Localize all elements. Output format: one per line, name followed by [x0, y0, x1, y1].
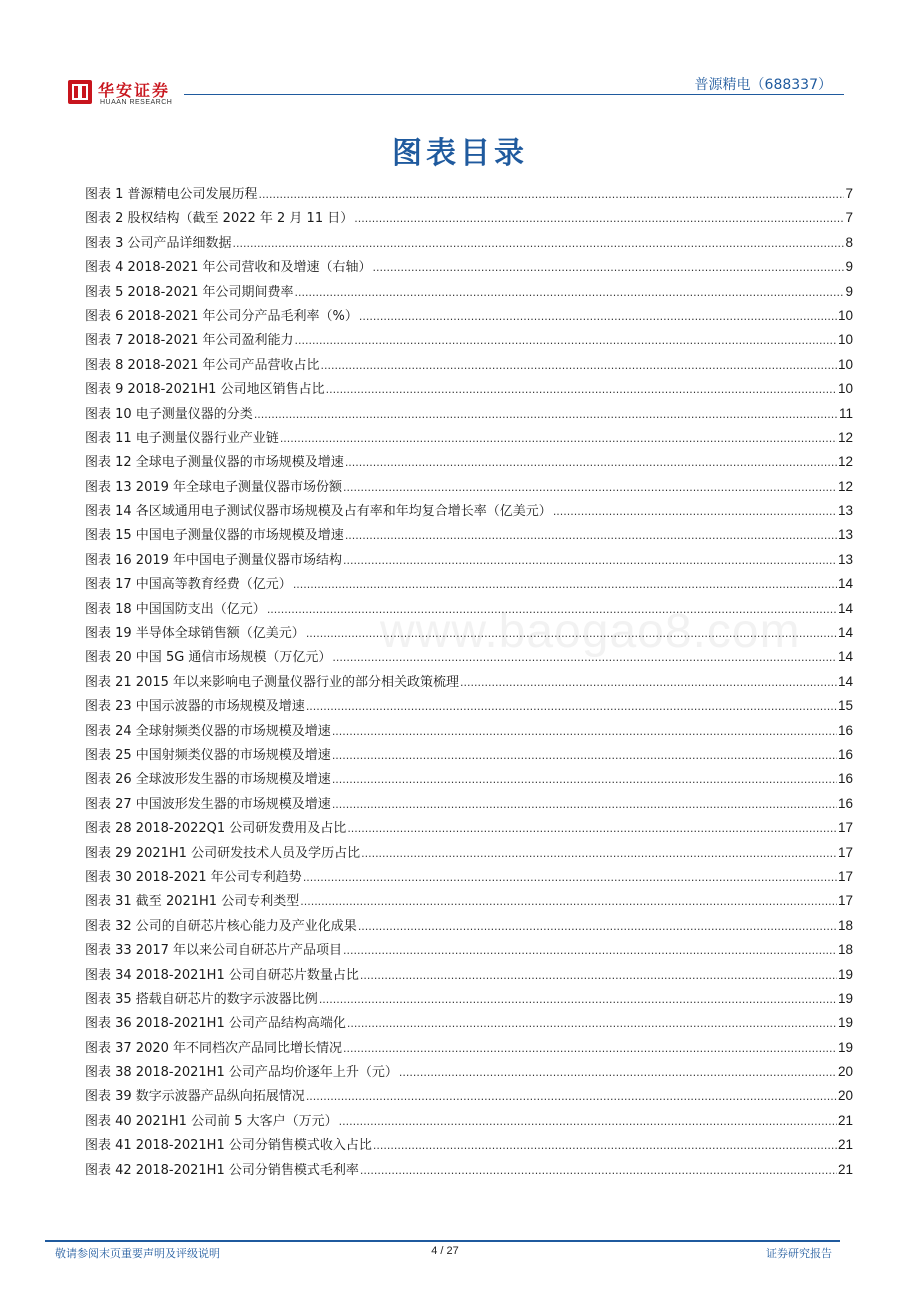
- toc-entry[interactable]: [85, 793, 853, 817]
- toc-entry-page: 9: [845, 283, 853, 299]
- toc-leader-dots: [332, 651, 837, 664]
- page-title: 图表目录: [392, 136, 528, 171]
- toc-entry-page: 16: [837, 746, 853, 762]
- toc-entry-label: 图表 6 2018-2021 年公司分产品毛利率（%）: [85, 308, 358, 324]
- toc-leader-dots: [332, 725, 837, 738]
- toc-leader-dots: [280, 432, 837, 445]
- toc-entry[interactable]: [85, 720, 853, 744]
- toc-entry-page: 14: [837, 649, 853, 665]
- toc-entry[interactable]: [85, 1134, 853, 1158]
- toc-entry-label: 图表 17 中国高等教育经费（亿元）: [85, 577, 292, 593]
- toc-entry[interactable]: [85, 695, 853, 719]
- toc-leader-dots: [359, 310, 837, 323]
- toc-entry[interactable]: [85, 183, 853, 207]
- toc-entry[interactable]: [85, 524, 853, 548]
- footer-report-type: 证券研究报告: [766, 1247, 832, 1260]
- toc-entry[interactable]: [85, 305, 853, 329]
- toc-entry-label: 图表 40 2021H1 公司前 5 大客户（万元）: [85, 1113, 338, 1129]
- toc-entry-label: 图表 19 半导体全球销售额（亿美元）: [85, 626, 305, 642]
- toc-leader-dots: [343, 1042, 837, 1055]
- toc-entry-page: 12: [837, 478, 853, 494]
- logo-subtext: HUAAN RESEARCH: [100, 99, 173, 106]
- toc-entry-label: 图表 1 普源精电公司发展历程: [85, 187, 258, 202]
- toc-entry[interactable]: [85, 427, 853, 451]
- toc-leader-dots: [343, 554, 837, 567]
- toc-entry-page: 17: [837, 844, 853, 860]
- toc-leader-dots: [319, 993, 837, 1006]
- toc-entry-page: 21: [837, 1137, 853, 1153]
- toc-entry[interactable]: [85, 646, 853, 670]
- toc-entry[interactable]: [85, 451, 853, 475]
- toc-entry[interactable]: [85, 403, 853, 427]
- company-name: 普源精电（688337）: [694, 77, 832, 93]
- toc-entry-page: 15: [837, 698, 853, 714]
- toc-entry[interactable]: [85, 768, 853, 792]
- toc-leader-dots: [347, 822, 837, 835]
- toc-entry-page: 14: [837, 625, 853, 641]
- toc-entry[interactable]: [85, 866, 853, 890]
- toc-entry-page: 14: [837, 673, 853, 689]
- toc-entry-page: 16: [837, 795, 853, 811]
- toc-entry-label: 图表 37 2020 年不同档次产品同比增长情况: [85, 1040, 343, 1056]
- toc-entry[interactable]: [85, 671, 853, 695]
- toc-entry-label: 图表 4 2018-2021 年公司营收和及增速（右轴）: [85, 260, 372, 276]
- toc-leader-dots: [267, 603, 837, 616]
- toc-leader-dots: [345, 456, 837, 469]
- toc-entry-label: 图表 20 中国 5G 通信市场规模（万亿元）: [85, 650, 332, 666]
- toc-entry-label: 图表 25 中国射频类仪器的市场规模及增速: [85, 747, 331, 763]
- toc-entry-page: 19: [837, 1039, 853, 1055]
- toc-entry-page: 13: [837, 527, 853, 543]
- toc-leader-dots: [354, 212, 844, 225]
- toc-entry-label: 图表 14 各区域通用电子测试仪器市场规模及占有率和年均复合增长率（亿美元）: [85, 504, 552, 520]
- page-header: [0, 0, 920, 110]
- toc-entry-label: 图表 3 公司产品详细数据: [85, 235, 232, 251]
- toc-entry-page: 18: [837, 942, 853, 958]
- huaan-logo-icon: [68, 80, 92, 104]
- footer-disclaimer: 敬请参阅末页重要声明及评级说明: [55, 1247, 220, 1260]
- toc-entry[interactable]: [85, 988, 853, 1012]
- toc-entry-page: 7: [845, 186, 853, 201]
- toc-entry-label: 图表 28 2018-2022Q1 公司研发费用及占比: [85, 821, 347, 837]
- toc-entry-page: 20: [837, 1064, 853, 1080]
- toc-entry-page: 20: [837, 1088, 853, 1104]
- toc-entry[interactable]: [85, 232, 853, 256]
- footer-divider: [45, 1240, 840, 1242]
- toc-entry-label: 图表 24 全球射频类仪器的市场规模及增速: [85, 723, 331, 739]
- toc-leader-dots: [339, 1115, 837, 1128]
- toc-entry-page: 17: [837, 868, 853, 884]
- toc-entry-label: 图表 26 全球波形发生器的市场规模及增速: [85, 772, 331, 788]
- toc-entry[interactable]: [85, 622, 853, 646]
- toc-entry-label: 图表 9 2018-2021H1 公司地区销售占比: [85, 382, 325, 398]
- toc-entry-page: 12: [837, 429, 853, 445]
- toc-leader-dots: [293, 578, 837, 591]
- toc-leader-dots: [321, 359, 837, 372]
- toc-entry-page: 14: [837, 600, 853, 616]
- toc-entry-page: 10: [837, 307, 853, 323]
- toc-entry-label: 图表 2 股权结构（截至 2022 年 2 月 11 日）: [85, 211, 354, 227]
- toc-leader-dots: [332, 798, 837, 811]
- figure-toc: [85, 183, 853, 1183]
- toc-entry-label: 图表 31 截至 2021H1 公司专利类型: [85, 894, 300, 910]
- toc-entry-label: 图表 42 2018-2021H1 公司分销售模式毛利率: [85, 1162, 359, 1178]
- toc-leader-dots: [343, 481, 837, 494]
- toc-leader-dots: [360, 1164, 837, 1177]
- toc-leader-dots: [332, 773, 837, 786]
- toc-leader-dots: [343, 944, 837, 957]
- toc-entry[interactable]: [85, 281, 853, 305]
- toc-entry-label: 图表 11 电子测量仪器行业产业链: [85, 430, 279, 446]
- toc-leader-dots: [259, 188, 845, 201]
- toc-entry-page: 10: [837, 381, 853, 397]
- toc-entry-page: 14: [837, 576, 853, 592]
- toc-entry-label: 图表 30 2018-2021 年公司专利趋势: [85, 869, 302, 885]
- toc-entry[interactable]: [85, 207, 853, 231]
- toc-entry-page: 21: [837, 1112, 853, 1128]
- toc-entry-label: 图表 39 数字示波器产品纵向拓展情况: [85, 1089, 305, 1105]
- toc-entry-page: 13: [837, 551, 853, 567]
- toc-leader-dots: [332, 749, 837, 762]
- toc-entry-label: 图表 21 2015 年以来影响电子测量仪器行业的部分相关政策梳理: [85, 674, 460, 690]
- toc-entry-label: 图表 18 中国国防支出（亿元）: [85, 601, 266, 617]
- toc-entry-label: 图表 10 电子测量仪器的分类: [85, 406, 253, 422]
- toc-leader-dots: [295, 334, 837, 347]
- toc-entry[interactable]: [85, 1085, 853, 1109]
- page-number: 4 / 27: [431, 1245, 459, 1257]
- toc-leader-dots: [295, 286, 845, 299]
- toc-entry[interactable]: [85, 573, 853, 597]
- toc-entry-page: 8: [845, 234, 853, 250]
- toc-entry-page: 10: [837, 332, 853, 348]
- toc-entry[interactable]: [85, 329, 853, 353]
- toc-entry-label: 图表 23 中国示波器的市场规模及增速: [85, 699, 305, 715]
- toc-entry-page: 19: [837, 966, 853, 982]
- toc-entry-page: 16: [837, 722, 853, 738]
- toc-entry[interactable]: [85, 476, 853, 500]
- toc-entry-label: 图表 12 全球电子测量仪器的市场规模及增速: [85, 455, 344, 471]
- toc-leader-dots: [373, 261, 845, 274]
- toc-entry[interactable]: [85, 842, 853, 866]
- toc-entry-page: 10: [837, 356, 853, 372]
- watermark: www.baogao8.com: [380, 605, 801, 658]
- toc-entry-label: 图表 38 2018-2021H1 公司产品均价逐年上升（元）: [85, 1065, 398, 1081]
- toc-leader-dots: [358, 920, 837, 933]
- toc-entry-label: 图表 7 2018-2021 年公司盈利能力: [85, 333, 294, 349]
- toc-entry[interactable]: [85, 744, 853, 768]
- toc-entry-label: 图表 27 中国波形发生器的市场规模及增速: [85, 796, 331, 812]
- toc-entry-label: 图表 5 2018-2021 年公司期间费率: [85, 284, 294, 300]
- toc-entry[interactable]: [85, 817, 853, 841]
- toc-entry-label: 图表 34 2018-2021H1 公司自研芯片数量占比: [85, 967, 359, 983]
- toc-entry-label: 图表 35 搭载自研芯片的数字示波器比例: [85, 991, 318, 1007]
- toc-entry-page: 16: [837, 771, 853, 787]
- toc-entry-page: 12: [837, 454, 853, 470]
- toc-leader-dots: [460, 676, 837, 689]
- toc-entry[interactable]: [85, 915, 853, 939]
- toc-entry[interactable]: [85, 378, 853, 402]
- toc-entry-page: 19: [837, 990, 853, 1006]
- toc-entry[interactable]: [85, 1012, 853, 1036]
- toc-leader-dots: [306, 700, 837, 713]
- toc-leader-dots: [399, 1066, 837, 1079]
- toc-entry[interactable]: [85, 256, 853, 280]
- toc-leader-dots: [326, 383, 837, 396]
- toc-leader-dots: [373, 1139, 837, 1152]
- toc-entry-page: 11: [838, 405, 853, 421]
- toc-entry[interactable]: [85, 1159, 853, 1183]
- toc-leader-dots: [306, 1090, 837, 1103]
- toc-entry[interactable]: [85, 1061, 853, 1085]
- toc-leader-dots: [254, 408, 838, 421]
- toc-leader-dots: [306, 627, 837, 640]
- toc-entry[interactable]: [85, 890, 853, 914]
- toc-entry[interactable]: [85, 549, 853, 573]
- toc-leader-dots: [303, 871, 837, 884]
- toc-entry-page: 21: [837, 1161, 853, 1177]
- toc-leader-dots: [347, 1017, 837, 1030]
- toc-entry[interactable]: [85, 1037, 853, 1061]
- toc-entry-label: 图表 41 2018-2021H1 公司分销售模式收入占比: [85, 1138, 372, 1154]
- toc-entry-page: 9: [845, 259, 853, 275]
- toc-leader-dots: [345, 529, 837, 542]
- logo-text: 华安证券: [98, 81, 171, 100]
- toc-entry[interactable]: [85, 354, 853, 378]
- toc-entry-label: 图表 33 2017 年以来公司自研芯片产品项目: [85, 943, 343, 959]
- toc-entry-label: 图表 8 2018-2021 年公司产品营收占比: [85, 357, 320, 373]
- toc-leader-dots: [360, 969, 837, 982]
- toc-entry-page: 18: [837, 917, 853, 933]
- toc-entry-page: 17: [837, 820, 853, 836]
- toc-leader-dots: [233, 237, 845, 250]
- toc-entry-label: 图表 13 2019 年全球电子测量仪器市场份额: [85, 479, 343, 495]
- toc-leader-dots: [361, 847, 837, 860]
- toc-entry-label: 图表 32 公司的自研芯片核心能力及产业化成果: [85, 918, 357, 934]
- toc-entry[interactable]: [85, 939, 853, 963]
- toc-entry-page: 19: [837, 1015, 853, 1031]
- toc-leader-dots: [553, 505, 837, 518]
- toc-entry-page: 13: [837, 503, 853, 519]
- toc-entry[interactable]: [85, 1110, 853, 1134]
- toc-entry-label: 图表 36 2018-2021H1 公司产品结构高端化: [85, 1016, 346, 1032]
- toc-entry-label: 图表 15 中国电子测量仪器的市场规模及增速: [85, 528, 344, 544]
- toc-entry[interactable]: [85, 964, 853, 988]
- toc-entry[interactable]: [85, 500, 853, 524]
- header-divider: [184, 94, 844, 95]
- toc-entry-page: 17: [837, 893, 853, 909]
- toc-leader-dots: [300, 895, 837, 908]
- toc-entry-label: 图表 16 2019 年中国电子测量仪器市场结构: [85, 552, 343, 568]
- toc-entry[interactable]: [85, 598, 853, 622]
- toc-entry-label: 图表 29 2021H1 公司研发技术人员及学历占比: [85, 845, 361, 861]
- toc-entry-page: 7: [845, 210, 853, 226]
